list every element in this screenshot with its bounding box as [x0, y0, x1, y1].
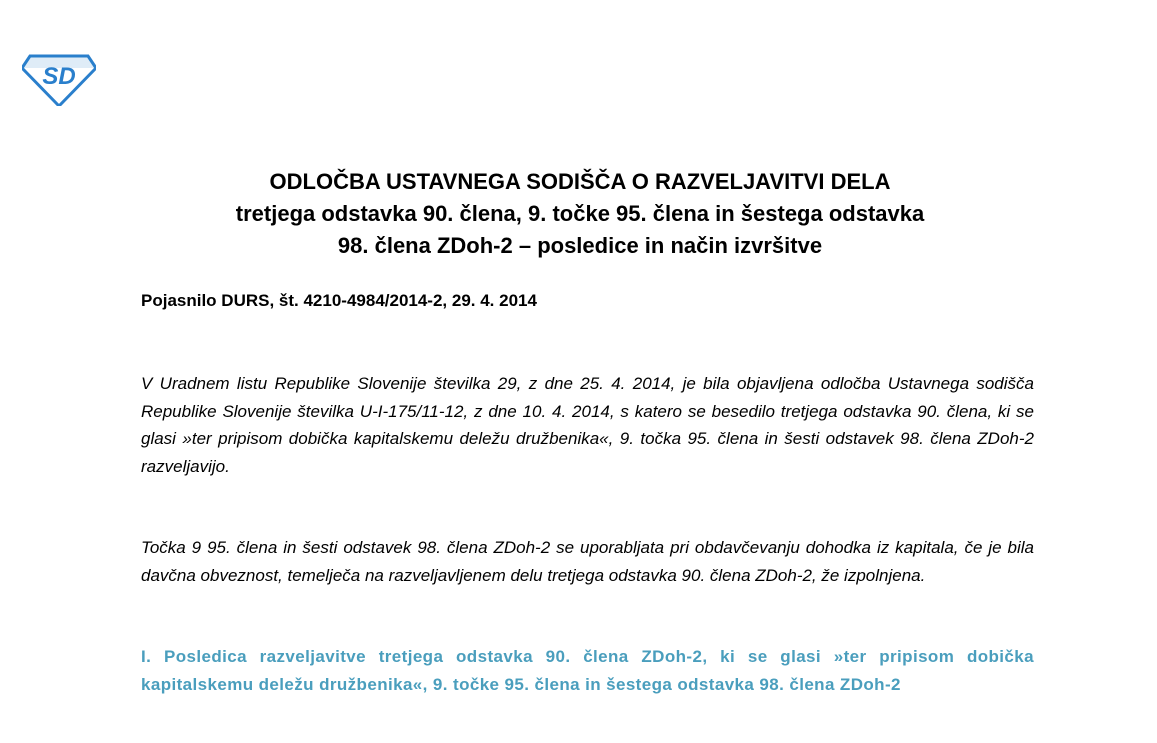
title-line-2: tretjega odstavka 90. člena, 9. točke 95. člena in šestega odstavka	[235, 201, 925, 226]
paragraph-2: Točka 9 95. člena in šesti odstavek 98. člena ZDoh-2 se uporabljata pri obdavčevanju dohodka iz kapitala, če je bila davčna obveznost, temelječa na razveljavljenem delu tretjega odstavka 90. člena ZDoh-2, že izpolnjena.	[141, 538, 1034, 585]
sd-logo	[22, 48, 96, 106]
document-subtitle: Pojasnilo DURS, št. 4210-4984/2014-2, 29. 4. 2014	[141, 291, 537, 310]
title-line-3: 98. člena ZDoh-2 – posledice in način izvršitve	[337, 233, 823, 258]
document-title	[120, 166, 1040, 262]
title-line-1: ODLOČBA USTAVNEGA SODIŠČA O RAZVELJAVITVI DELA	[269, 169, 891, 194]
paragraph-1: V Uradnem listu Republike Slovenije številka 29, z dne 25. 4. 2014, je bila objavljena odločba Ustavnega sodišča Republike Slovenije številka U-I-175/11-12, z dne 10. 4. 2014, s katero se besedilo tretjega odstavka 90. člena, ki se glasi »ter pripisom dobička kapitalskemu deležu družbenika«, 9. točka 95. člena in šesti odstavek 98. člena ZDoh-2 razveljavijo.	[141, 374, 1034, 476]
sd-logo-text: SD	[42, 63, 76, 90]
section-heading-1: I. Posledica razveljavitve tretjega odstavka 90. člena ZDoh-2, ki se glasi »ter pripisom dobička kapitalskemu deležu družbenika«, 9. točke 95. člena in šestega odstavka 98. člena ZDoh-2	[141, 647, 1034, 694]
sd-logo-icon	[22, 48, 96, 106]
